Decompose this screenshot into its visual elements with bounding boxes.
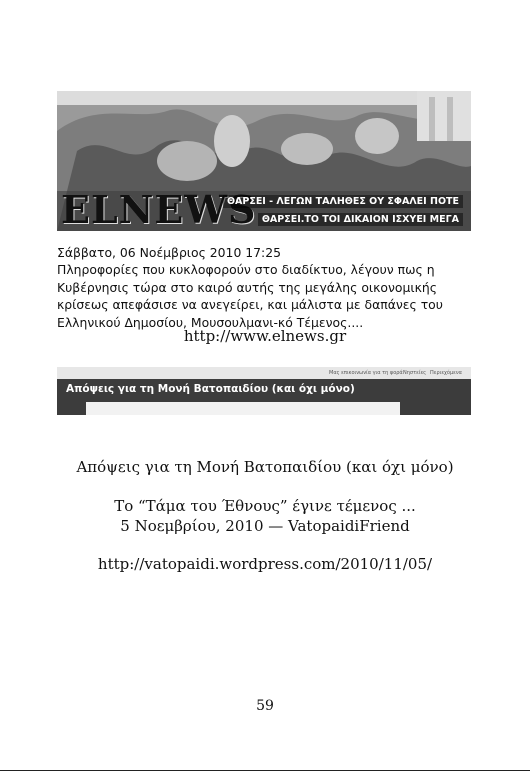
- bottom-rule: [0, 770, 530, 771]
- blog-screenshot: [57, 367, 471, 415]
- article-date: Σάββατο, 06 Νοέμβριος 2010 17:25: [57, 245, 281, 260]
- banner-tagline-secondary: ΘΑΡΣΕΙ.ΤΟ ΤΟΙ ΔΙΚΑΙΟΝ ΙΣΧΥΕΙ ΜΕΓΑ: [258, 213, 463, 226]
- blog-nav-item: Μας επικοινωνία για τη φορά: [329, 370, 403, 376]
- blog-header-title: Απόψεις για τη Μονή Βατοπαιδίου (και όχι μόνο): [66, 383, 355, 395]
- elnews-logo: ELNEWS: [61, 187, 257, 231]
- blog-nav-item: Νηστείες: [403, 370, 427, 376]
- article-body: Πληροφορίες που κυκλοφορούν στο διαδίκτυο, λέγουν πως η Κυβέρνησις τώρα στο καιρό αυτής της μεγάλης οικονομικής κρίσεως απεφάσισε να ανεγείρει, και μάλιστα με δαπάνες του Ελληνικού Δημοσίου, Μουσουλμανι-κό Τέμενος....: [57, 262, 443, 330]
- elnews-url[interactable]: http://www.elnews.gr: [183, 327, 347, 345]
- elnews-banner-image: [57, 91, 471, 231]
- blog-title: Απόψεις για τη Μονή Βατοπαιδίου (και όχι μόνο): [76, 458, 454, 476]
- vatopaidi-url[interactable]: http://vatopaidi.wordpress.com/2010/11/05/: [97, 555, 433, 573]
- banner-tagline: ΘΑΡΣΕΙ - ΛΕΓΩΝ ΤΑΛΗΘΕΣ ΟΥ ΣΦΑΛΕΙ ΠΟΤΕ: [223, 195, 463, 208]
- post-title: Το “Τάμα του Έθνους” έγινε τέμενος ...: [114, 497, 416, 515]
- blog-nav-bar: [57, 367, 471, 379]
- blog-content-area: [86, 402, 400, 415]
- post-meta: 5 Νοεμβρίου, 2010 — VatopaidiFriend: [120, 517, 410, 535]
- page-number: 59: [256, 698, 274, 714]
- article-excerpt: [57, 244, 477, 331]
- blog-nav-item: Περιεχόμενα: [430, 370, 462, 376]
